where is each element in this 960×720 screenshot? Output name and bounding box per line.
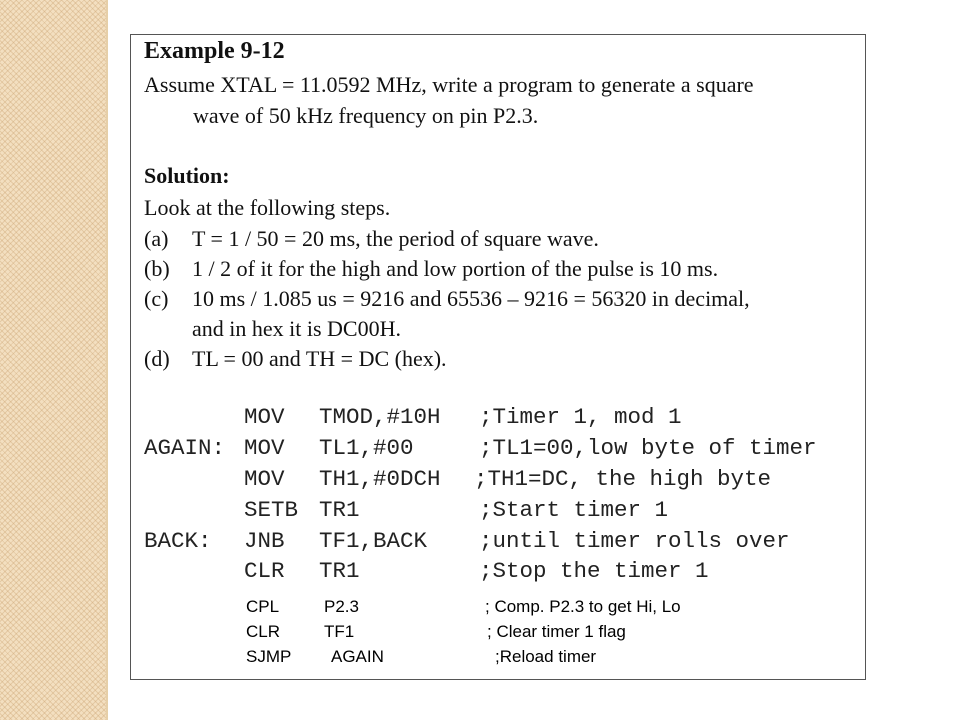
code-instr: SETB — [244, 497, 299, 523]
step-text: 1 / 2 of it for the high and low portion of the pulse is 10 ms. — [192, 256, 719, 281]
added-code-instr: SJMP — [246, 647, 292, 666]
code-operands: TL1,#00 — [319, 435, 414, 461]
step-text: T = 1 / 50 = 20 ms, the period of square wave. — [192, 226, 599, 251]
step-b — [144, 256, 864, 286]
step-label: (a) — [144, 226, 169, 251]
added-code-operands: TF1 — [324, 622, 355, 641]
code-comment: ;until timer rolls over — [479, 528, 790, 554]
step-text: and in hex it is DC00H. — [192, 316, 401, 341]
code-operands: TF1,BACK — [319, 528, 428, 554]
added-code-operands: AGAIN — [331, 647, 384, 666]
code-operands: TR1 — [319, 558, 360, 584]
added-code-instr: CLR — [246, 622, 281, 641]
step-text: TL = 00 and TH = DC (hex). — [192, 346, 447, 371]
added-code-comment: ; Clear timer 1 flag — [487, 622, 626, 641]
problem-line-1: Assume XTAL = 11.0592 MHz, write a program to generate a square — [144, 72, 754, 97]
code-instr: CLR — [244, 558, 285, 584]
code-operands: TH1,#0DCH — [319, 466, 441, 492]
code-comment: ;Start timer 1 — [479, 497, 669, 523]
solution-heading: Solution: — [144, 163, 230, 188]
code-operands: TR1 — [319, 497, 360, 523]
code-instr: MOV — [244, 404, 285, 430]
step-label: (c) — [144, 286, 169, 311]
added-code-instr: CPL — [246, 597, 280, 616]
step-label: (b) — [144, 256, 170, 281]
added-code-comment: ;Reload timer — [495, 647, 597, 666]
problem-line-2: wave of 50 kHz frequency on pin P2.3. — [193, 103, 539, 128]
code-comment: ;Stop the timer 1 — [479, 558, 709, 584]
step-d — [144, 346, 864, 376]
step-c-continued — [144, 316, 864, 346]
added-code-comment: ; Comp. P2.3 to get Hi, Lo — [485, 597, 681, 616]
code-comment: ;TL1=00,low byte of timer — [479, 435, 817, 461]
example-title: Example 9-12 — [144, 38, 285, 64]
code-comment: ;Timer 1, mod 1 — [479, 404, 682, 430]
step-text: 10 ms / 1.085 us = 9216 and 65536 – 9216 = 56320 in decimal, — [192, 286, 750, 311]
added-code-operands: P2.3 — [324, 597, 359, 616]
step-a — [144, 226, 864, 256]
decorative-side-strip — [0, 0, 108, 720]
code-instr: MOV — [244, 466, 285, 492]
code-label: AGAIN: — [144, 435, 226, 461]
code-operands: TMOD,#10H — [319, 404, 441, 430]
step-label: (d) — [144, 346, 170, 371]
code-comment: ;TH1=DC, the high byte — [474, 466, 772, 492]
code-label: BACK: — [144, 528, 212, 554]
step-c — [144, 286, 864, 316]
code-instr: MOV — [244, 435, 285, 461]
code-instr: JNB — [244, 528, 285, 554]
solution-intro: Look at the following steps. — [144, 195, 391, 220]
